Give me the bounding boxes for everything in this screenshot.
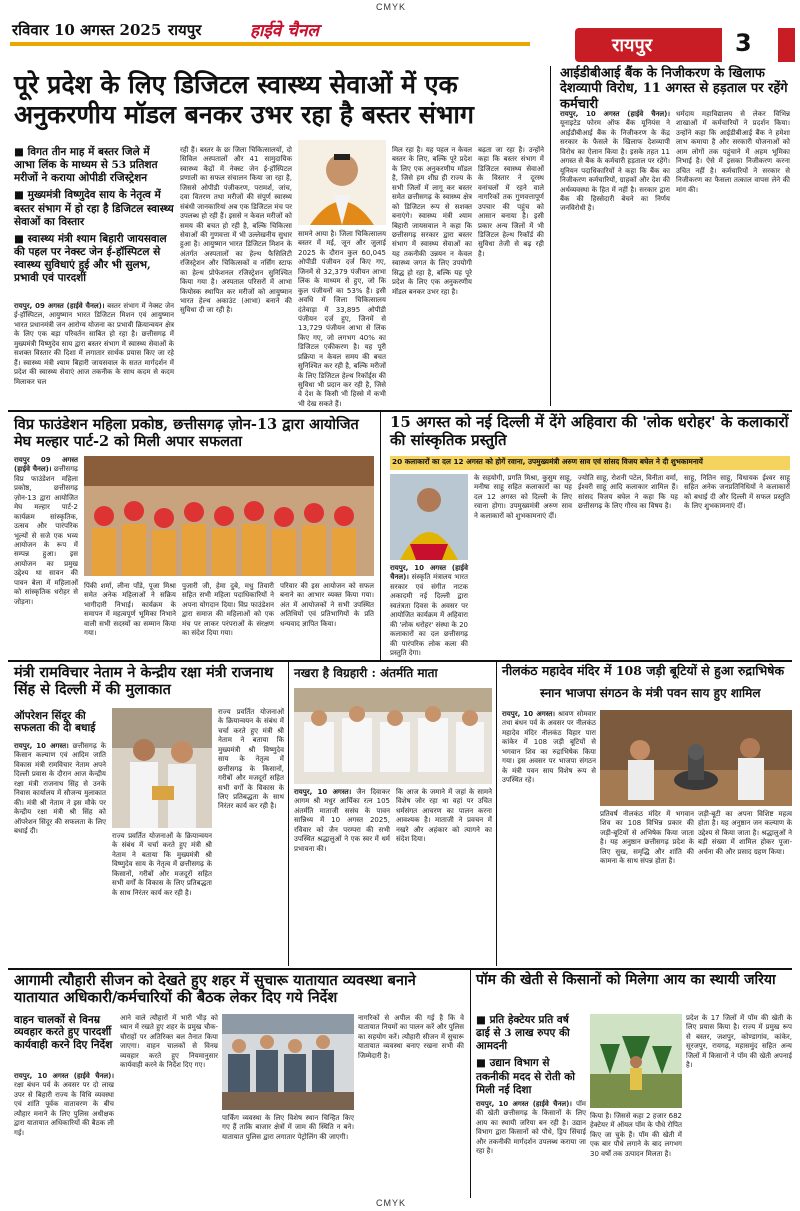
- vipra-body-col1: रायपुर 09 अगस्त (हाईवे चैनल)। छत्तीसगढ़ विप्र फाउंडेशन महिला प्रकोष्ठ, छत्तीसगढ़ ज़ोन-13 द्वारा आयोजित मेघ मल्हार पार्ट-2 कार्यक्रम सांस्कृतिक, उत्सव और पारंपरिक भूल्यों से सजे एक भव्य आयोजन के रूप में सम्पन्न हुआ। इस आयोजन का प्रमुख उद्देश्य था सावन की पावन बेला में महिलाओं को सांस्कृतिक धरोहर से जोड़ना।: [14, 456, 78, 606]
- traffic-body-col2: आने वाले त्यौहारों में भारी भीड़ को ध्यान में रखते हुए शहर के प्रमुख चौक-चौराहों पर अतिरिक्त बल तैनात किया जाएगा। वाहन चालकों से विनम्र व्यवहार करते हुए नियमानुसार कार्यवाही करने के निर्देश दिए गए।: [120, 1014, 218, 1070]
- netam-subhead: ऑपरेशन सिंदूर की सफलता की दी बधाई: [14, 710, 96, 735]
- ahiwara-body-col2: के सहयोगी, प्रगति मिश्रा, कुसुम साहू, मनीषा साहू सहित कलाकारों का यह दल 12 अगस्त को दिल्ली के लिए रवाना होगा। उपमुख्यमंत्री अरुण साव ने कलाकारों को शुभकामनाएं दीं।: [474, 474, 572, 520]
- lead-body-col5: बढ़ता जा रहा है। उन्होंने कहा कि बस्तर संभाग में डिजिटल स्वास्थ्य सेवाओं के विस्तार ने दूरस्थ वनांचलों में रहने वाले नागरिकों तक गुणवत्तापूर्ण उपचार की पहुंच को आसान बनाया है। इसी प्रकार अन्य जिलों में भी डिजिटल हेल्थ रिकॉर्ड की सुविधा तेजी से बढ़ रही है।: [478, 146, 544, 258]
- section-rule: [8, 968, 792, 970]
- palm-bullet: ■ उद्यान विभाग से तकनीकी मदद से रोती को मिली नई दिशा: [476, 1057, 576, 1096]
- palm-bullet: ■ प्रति हेक्टेयर प्रति वर्ष ढाई से 3 लाख रुपए की आमदनी: [476, 1014, 570, 1053]
- traffic-body-col3: पार्किंग व्यवस्था के लिए विशेष स्थान चिन्हित किए गए हैं ताकि बाजार क्षेत्रों में जाम की स्थिति न बने। यातायात पुलिस द्वारा लगातार पेट्रोलिंग की जाएगी।: [222, 1114, 354, 1141]
- neelkanth-body-col2: प्रतिवर्ष नीलकंठ मंदिर में भगवान शिव का 108 विभिन्न प्रकार की जड़ी-बूटियों से अभिषेक किया जाता है। यह अनुष्ठान छत्तीसगढ़ प्रदेश के लिए सुख, समृद्धि और शांति की कामना के साथ संपन्न होता है।: [600, 810, 694, 866]
- print-mark-top: CMYK: [376, 2, 407, 12]
- vipra-body-col4: परिवार की इस आयोजन को सफल बनाने का आभार व्यक्त किया गया। अंत में आयोजकों ने सभी उपस्थित अतिथियों एवं प्रतिभागियों के प्रति धन्यवाद ज्ञापित किया।: [280, 582, 374, 628]
- section-rule: [8, 660, 792, 662]
- lead-headline: पूरे प्रदेश के लिए डिजिटल स्वास्थ्य सेवाओं में एक अनुकरणीय मॉडल बनकर उभर रहा है बस्तर संभाग: [14, 70, 474, 129]
- palm-farm-photo: [590, 1014, 682, 1108]
- lead-body-col1: रायपुर, 09 अगस्त (हाईवे चैनल)। बस्तर संभाग में नेक्स्ट जेन ई-हॉस्पिटल, आयुष्मान भारत डिजिटल मिशन एवं आयुष्मान भारत प्रधानमंत्री जन आरोग्य योजना का प्रभावी क्रियान्वयन क्षेत्र के लिए एक बड़ा परिवर्तन साबित हो रहा है। छत्तीसगढ़ में मुख्यमंत्री विष्णुदेव साय द्वारा बस्तर संभाग में स्वास्थ्य सेवाओं के सशक्त विस्तार की दिशा में लगातार सार्थक प्रयास किए जा रहे हैं। स्वास्थ्य मंत्री श्याम बिहारी जायसवाल के सतत मार्गदर्शन में प्रदेश की स्वास्थ्य सेवाएं आज तकनीक के साथ कदम से कदम मिलाकर चल: [14, 302, 174, 386]
- netam-body-col3: राज्य प्रवर्तित योजनाओं के क्रियान्वयन के संबंध में चर्चा करते हुए मंत्री श्री नेताम ने बताया कि मुख्यमंत्री श्री विष्णुदेव साय के नेतृत्व में छत्तीसगढ़ के किसानों, गरीबों और मजदूरों सहित सभी वर्गों के विकास के लिए प्रतिबद्धता के साथ निरंतर कार्य कर रही है।: [218, 708, 284, 811]
- palm-body-col1: रायपुर, 10 अगस्त (हाईवे चैनल)। पॉम की खेती छत्तीसगढ़ के किसानों के लिए आय का स्थायी जरिया बन रही है। उद्यान विभाग द्वारा किसानों को पौधे, ड्रिप सिंचाई और तकनीकी मार्गदर्शन उपलब्ध कराया जा रहा है।: [476, 1100, 586, 1156]
- palm-body-col3: प्रदेश के 17 जिलों में पॉम की खेती के लिए प्रयास किया है। राज्य में प्रमुख रूप से बस्तर, जशपुर, कोण्डागांव, कांकेर, सूरजपुर, रायगढ़, महासमुंद सहित अन्य जिलों में किसानों ने पॉम की खेती अपनाई है।: [686, 1014, 792, 1070]
- traffic-body-col4: नागरिकों से अपील की गई है कि वे यातायात नियमों का पालन करें और पुलिस का सहयोग करें। त्यौहारी सीजन में सुचारू यातायात व्यवस्था बनाए रखना सभी की जिम्मेदारी है।: [358, 1014, 464, 1060]
- minister-photo: [298, 140, 386, 225]
- traffic-headline: आगामी त्यौहारी सीजन को देखते हुए शहर में सुचारू यातायात व्यवस्था बनाने यातायात अधिकारी/कर्मचारियों की बैठक लेकर दिए गये निर्देश: [14, 972, 416, 1007]
- lead-bullet: ■ मुख्यमंत्री विष्णुदेव साय के नेतृत्व में बस्तर संभाग में हो रहा है डिजिटल स्वास्थ्य सेवाओं का विस्तार: [14, 189, 174, 228]
- traffic-sidehead: वाहन चालकों से विनम्र व्यवहार करते हुए पारदर्शी कार्यवाही करने दिए निर्देश: [14, 1014, 113, 1051]
- column-divider: [380, 412, 381, 660]
- idbi-body-col2: धर्मदाय महाविद्यालय से लेकर विभिन्न शाखाओं में कर्मचारियों ने प्रदर्शन किया। उन्होंने कहा कि आईडीबीआई बैंक ने हमेशा लाभ कमाया है और सरकारी योजनाओं को आम लोगों तक पहुंचाने में अहम भूमिका निभाई है। ऐसे में इसका निजीकरण करना उचित नहीं है। कर्मचारियों ने सरकार से निजीकरण का फैसला तत्काल वापस लेने की मांग की।: [676, 110, 790, 194]
- palm-bullets: [476, 1014, 586, 1097]
- masthead-city: रायपुर: [168, 21, 202, 39]
- section-name: रायपुर: [612, 35, 653, 56]
- section-rule: [8, 410, 792, 412]
- lead-bullets: [14, 146, 174, 285]
- vipra-headline: विप्र फाउंडेशन महिला प्रकोष्ठ, छत्तीसगढ़ ज़ोन-13 द्वारा आयोजित मेघ मल्हार पार्ट-2 को मिली अपार सफलता: [14, 416, 359, 451]
- vipra-body-col3: पुजारी जी, हेमा दुबे, मधु तिवारी सहित सभी महिला पदाधिकारियों ने अपना योगदान दिया। विप्र फाउंडेशन द्वारा समाज की महिलाओं को एक मंच पर लाकर परंपराओं के संरक्षण का संदेश दिया गया।: [182, 582, 274, 638]
- lead-body-col2: रही हैं। बस्तर के छः जिला चिकित्सालयों, दो सिविल अस्पतालों और 41 सामुदायिक स्वास्थ्य केंद्रों में नेक्स्ट जेन ई-हॉस्पिटल प्रणाली का सफल संचालन किया जा रहा है, जिससे ओपीडी पंजीकरण, परामर्श, जांच, दवा वितरण तथा मरीजों की संपूर्ण स्वास्थ्य संबंधी जानकारियां अब एक डिजिटल मंच पर उपलब्ध हो रही हैं। इससे न केवल मरीजों को समय की बचत हो रही है, बल्कि चिकित्सा सेवाओं की गुणवत्ता में भी उल्लेखनीय सुधार हुआ है। आयुष्मान भारत डिजिटल मिशन के अंतर्गत अस्पतालों का हेल्थ फैसिलिटी रजिस्ट्रेशन और चिकित्सकों व नर्सिंग स्टाफ का हेल्थ प्रोफेशनल रजिस्ट्रेशन सुनिश्चित किया गया है। अस्पताल परिसरों में आभा कियोस्क स्थापित कर मरीजों को आयुष्मान भारत हेल्थ अकाउंट (आभा) बनाने की सुविधा दी जा रही है।: [180, 146, 292, 315]
- lead-bullet: ■ विगत तीन माह में बस्तर जिले में आभा लिंक के माध्यम से 53 प्रतिशत मरीजों ने कराया ओपीडी रजिस्ट्रेशन: [14, 146, 158, 185]
- palm-body-col2: किया है। जिससे कहा 2 हजार 682 हेक्टेयर में ऑयल पॉम के पौधे रोपित किए जा चुके हैं। पॉम की खेती में एक बार पौधे लगाने के बाद लगभग 30 वर्षों तक उत्पादन मिलता है।: [590, 1112, 682, 1158]
- nakhra-headline: नखरा है विग्रहारी : अंतर्मति माता: [294, 666, 438, 680]
- vipra-body-col2: पिंकी शर्मा, लीना पाँडे, पूजा मिश्रा समेत अनेक महिलाओं ने सक्रिय भागीदारी निभाई। कार्यक्रम के समापन में महत्वपूर्ण भूमिका निभाने वाली सभी सदस्यों का सम्मान किया गया।: [84, 582, 176, 638]
- netam-body-col1: रायपुर, 10 अगस्त। छत्तीसगढ़ के किसान कल्याण एवं आदिम जाति विकास मंत्री रामविचार नेताम अपने दिल्ली प्रवास के दौरान आज केन्द्रीय रक्षा मंत्री राजनाथ सिंह से उनके निवास कार्यालय में सौजन्य मुलाकात की। मंत्री श्री नेताम ने इस मौके पर केन्द्रीय रक्षा मंत्री श्री सिंह को ऑपरेशन सिंदूर की सफलता के लिए बधाई दी।: [14, 742, 106, 835]
- column-divider: [470, 970, 471, 1198]
- column-divider: [288, 662, 289, 966]
- lead-body-col3: सामने आया है। जिला चिकित्सालय बस्तर में मई, जून और जुलाई 2025 के दौरान कुल 60,045 ओपीडी पंजीयन दर्ज किए गए, जिनमें से 32,379 पंजीयन आभा लिंक के माध्यम से हुए, जो कि कुल पंजीयनों का 53% है। इसी अवधि में जिला चिकित्सालय दंतेवाड़ा में 33,895 ओपीडी पंजीयन दर्ज हुए, जिनमें से 13,729 पंजीयन आभा से लिंक किए गए, जो लगभग 40% का डिजिटल एकीकरण है। यह पूरी प्रक्रिया न केवल समय की बचत सुनिश्चित कर रही है, बल्कि मरीजों के लिए डिजिटल हेल्थ रिकॉर्ड्स की सुविधा भी प्रदान कर रही है, जिसे वे देश के किसी भी हिस्से में कभी भी देख सकते हैं।: [298, 230, 386, 408]
- ahiwara-band-text: 20 कलाकारों का दल 12 अगस्त को होगें रवाना, उपमुख्यमंत्री अरुण साव एवं सांसद विजय बघेल ने दी शुभकामनायें: [392, 457, 703, 466]
- netam-body-col2: राज्य प्रवर्तित योजनाओं के क्रियान्वयन के संबंध में चर्चा करते हुए मंत्री श्री नेताम ने बताया कि मुख्यमंत्री श्री विष्णुदेव साय के नेतृत्व में छत्तीसगढ़ के किसानों, गरीबों और मजदूरों सहित सभी वर्गों के विकास के लिए प्रतिबद्धता के साथ निरंतर कार्य कर रही है।: [112, 832, 212, 897]
- lead-bullet: ■ स्वास्थ्य मंत्री श्याम बिहारी जायसवाल की पहल पर नेक्स्ट जेन ई-हॉस्पिटल से स्वास्थ्य सुविधाएं हुई और भी सुलभ, प्रभावी एवं पारदर्शी: [14, 232, 167, 285]
- netam-headline: मंत्री रामविचार नेताम ने केन्द्रीय रक्षा मंत्री राजनाथ सिंह से दिल्ली में की मुलाकात: [14, 664, 274, 699]
- masthead: [0, 14, 800, 62]
- idbi-headline: आईडीबीआई बैंक के निजीकरण के खिलाफ देशव्यापी विरोध, 11 अगस्त से हड़ताल पर रहेंगे कर्मचारी: [560, 66, 788, 112]
- ahiwara-body-col4: साहू, नितिन साहू, विधायक ईश्वर साहू सहित अनेक जनप्रतिनिधियों ने कलाकारों को बधाई दी और दिल्ली में सफल प्रस्तुति के लिए शुभकामनाएं दीं।: [684, 474, 790, 511]
- print-mark-bottom: CMYK: [376, 1198, 407, 1208]
- nakhra-assembly-photo: [294, 688, 492, 784]
- page-number: 3: [735, 29, 752, 57]
- ahiwara-body-col3: ज्योति साहू, रोशनी पटेल, विनीता वर्मा, ईश्वरी साहू आदि कलाकार शामिल हैं। सांसद विजय बघेल ने कहा कि यह छत्तीसगढ़ के लिए गौरव का विषय है।: [578, 474, 678, 511]
- neelkanth-ritual-photo: [600, 710, 792, 806]
- masthead-brand-logo: हाईवे चैनल: [250, 21, 319, 41]
- neelkanth-headline: नीलकंठ महादेव मंदिर में 108 जड़ी बूटियों से हुआ रुद्राभिषेक: [502, 663, 785, 678]
- column-divider: [496, 662, 497, 966]
- idbi-body-col1: रायपुर, 10 अगस्त (हाईवे चैनल)। यूनाइटेड फोरम ऑफ बैंक यूनियंस ने आईडीबीआई बैंक के निजीकरण के केंद्र सरकार के फैसले के खिलाफ देशव्यापी विरोध का ऐलान किया है। इसके तहत 11 अगस्त से बैंक के कर्मचारी हड़ताल पर रहेंगे। यूनियन पदाधिकारियों ने कहा कि बैंक का निजीकरण कर्मचारियों, ग्राहकों और देश की अर्थव्यवस्था के हित में नहीं है। सरकार द्वारा बैंक की हिस्सेदारी बेचने का निर्णय जनविरोधी है।: [560, 110, 670, 213]
- neelkanth-subhead: स्नान भाजपा संगठन के मंत्री पवन साय हुए शामिल: [540, 686, 761, 700]
- lead-body-col4: मिल रहा है। यह पहल न केवल बस्तर के लिए, बल्कि पूरे प्रदेश के लिए एक अनुकरणीय मॉडल है, जिसे हम शीघ्र ही राज्य के सभी जिलों में लागू कर बस्तर समेत छत्तीसगढ़ के स्वास्थ्य क्षेत्र को डिजिटल रूप से सशक्त बनाएंगे। स्वास्थ्य मंत्री श्याम बिहारी जायसवाल ने कहा कि छत्तीसगढ़ सरकार द्वारा बस्तर संभाग में स्वास्थ्य सेवाओं का यह तकनीकी उन्नयन न केवल स्वास्थ्य जगत के लिए उपयोगी सिद्ध हो रहा है, बल्कि यह पूरे प्रदेश के लिए एक अनुकरणीय मॉडल बनकर उभर रहा है।: [392, 146, 472, 296]
- nakhra-body-col1: रायपुर, 10 अगस्त। जैन दिवाकर आगम श्री मधुर आर्यिका रत्न 105 अंतर्मति माताजी ससंघ के पावन सान्निध्य में 10 अगस्त 2025, रविवार को जैन परम्परा की सभी उपस्थित श्रद्धालुओं ने एक स्वर में धर्म प्रभावना की।: [294, 788, 390, 853]
- vipra-group-photo: [84, 456, 374, 576]
- netam-meeting-photo: [112, 708, 212, 828]
- nakhra-body-col2: कि आज के जमाने में जहां के सामने विशेष जोर रहा था वहां पर उचित धर्मसंगत आचरण का पालन करना आवश्यक है। माताजी ने प्रवचन में नखरे और अहंकार को त्यागने का संदेश दिया।: [396, 788, 492, 844]
- column-divider: [550, 66, 551, 406]
- masthead-rule: [10, 42, 530, 46]
- traffic-body-col1: रायपुर, 10 अगस्त (हाईवे चैनल)। रक्षा बंधन पर्व के अवसर पर दो लाख उपर से बिहारी राज्य के विधि व्यवस्था एवं शांति पूर्वक वातावरण के बीच त्यौहार मनाने के लिए पुलिस अधीक्षक द्वारा यातायात अधिकारियों की बैठक ली गई।: [14, 1072, 114, 1137]
- ahiwara-body-col1: रायपुर, 10 अगस्त (हाईवे चैनल)। संस्कृति मंत्रालय भारत सरकार एवं संगीत नाटक अकादमी नई दिल्ली द्वारा स्वतंत्रता दिवस के अवसर पर आयोजित कार्यक्रम में अहिवारा की 'लोक धरोहर' संस्था के 20 कलाकारों का दल छत्तीसगढ़ की पारंपरिक लोक कला की प्रस्तुति देगा।: [390, 564, 469, 657]
- palm-headline: पॉम की खेती से किसानों को मिलेगा आय का स्थायी जरिया: [476, 972, 776, 988]
- masthead-date: रविवार 10 अगस्त 2025: [12, 21, 162, 39]
- traffic-meeting-photo: [222, 1014, 354, 1110]
- neelkanth-body-col3: जड़ी-बूटी का अपना विशिष्ट महत्व होता है। यह अनुष्ठान जन कल्याण के उद्देश्य से किया जाता है। श्रद्धालुओं ने बड़ी संख्या में शामिल होकर पूजा-अर्चना की और प्रसाद ग्रहण किया।: [698, 810, 792, 856]
- ahiwara-headline: 15 अगस्त को नई दिल्ली में देंगे अहिवारा की 'लोक धरोहर' के कलाकारों की सांस्कृतिक प्रस्तुति: [390, 413, 789, 449]
- neelkanth-body-col1: रायपुर, 10 अगस्त। श्रावण सोमवार तथा बंधन पर्व के अवसर पर नीलकंठ महादेव मंदिर नीलकंठ विहार पारा कांकेर में 108 जड़ी बूटियों से भगवान शिव का रुद्राभिषेक किया गया। इस अवसर पर भाजपा संगठन के मंत्री पवन साय विशेष रूप से उपस्थित रहे।: [502, 710, 596, 785]
- ahiwara-performer-photo: [390, 474, 468, 560]
